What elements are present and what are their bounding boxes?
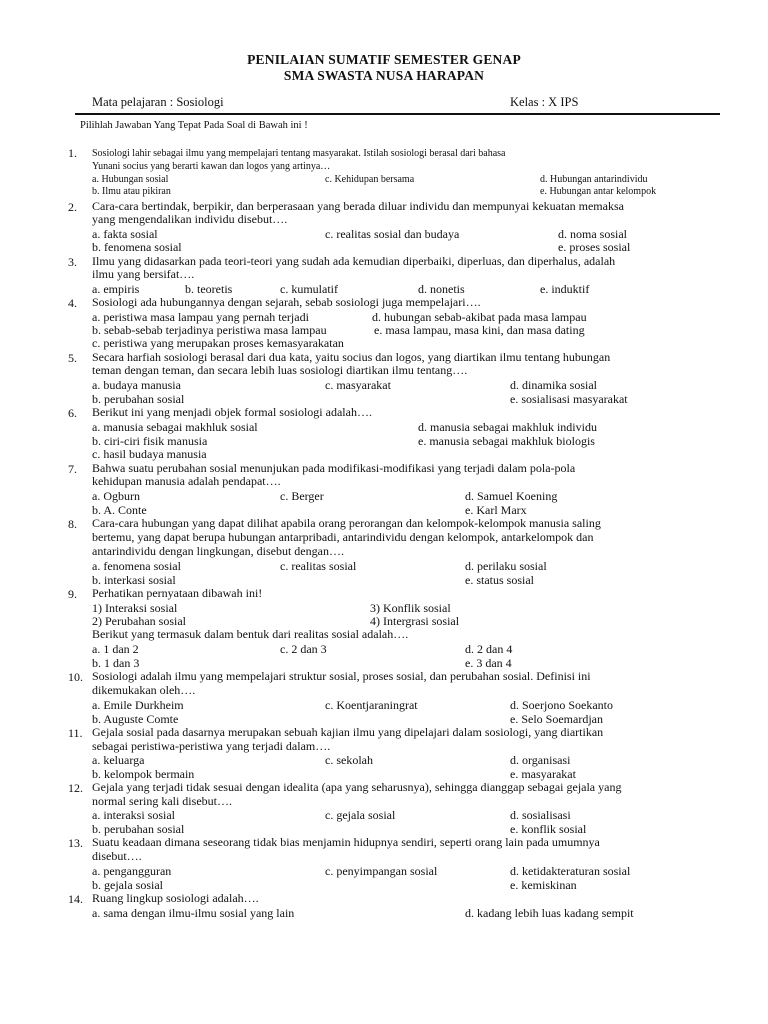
question-text: ilmu yang bersifat…. xyxy=(92,267,195,281)
option[interactable]: d. nonetis xyxy=(418,282,465,296)
option[interactable]: e. proses sosial xyxy=(558,240,631,254)
option[interactable]: b. kelompok bermain xyxy=(92,767,195,781)
option[interactable]: c. Berger xyxy=(280,489,324,503)
option[interactable]: b. Ilmu atau pikiran xyxy=(92,186,171,197)
option[interactable]: d. ketidakteraturan sosial xyxy=(510,864,631,878)
option[interactable]: c. gejala sosial xyxy=(325,808,396,822)
option[interactable]: b. sebab-sebab terjadinya peristiwa masa lampau xyxy=(92,323,327,337)
question-text: teman dengan teman, dan secara lebih luas sosiologi diartikan ilmu tentang…. xyxy=(92,363,468,377)
option[interactable]: a. Hubungan sosial xyxy=(92,174,169,185)
statement-item: 2) Perubahan sosial xyxy=(92,614,186,628)
question-number: 3. xyxy=(68,255,77,269)
option[interactable]: c. kumulatif xyxy=(280,282,338,296)
option[interactable]: d. hubungan sebab-akibat pada masa lampau xyxy=(372,310,587,324)
option[interactable]: d. Soerjono Soekanto xyxy=(510,698,613,712)
question-text: Suatu keadaan dimana seseorang tidak bias menjamin hidupnya sendiri, seperti orang lain pada umumnya xyxy=(92,835,600,849)
option[interactable]: a. budaya manusia xyxy=(92,378,181,392)
option[interactable]: e. 3 dan 4 xyxy=(465,656,512,670)
option[interactable]: a. Ogburn xyxy=(92,489,140,503)
question-number: 7. xyxy=(68,462,77,476)
question-number: 8. xyxy=(68,517,77,531)
option[interactable]: b. ciri-ciri fisik manusia xyxy=(92,434,208,448)
school-name: SMA SWASTA NUSA HARAPAN xyxy=(283,68,485,83)
option[interactable]: c. peristiwa yang merupakan proses kemasyarakatan xyxy=(92,336,344,350)
question-text: Perhatikan pernyataan dibawah ini! xyxy=(92,586,263,600)
question-text: Yunani socius yang berarti kawan dan logos yang artinya… xyxy=(92,161,331,172)
question-text: Bahwa suatu perubahan sosial menunjukan pada modifikasi-modifikasi yang terjadi dalam pola-pola xyxy=(92,461,576,475)
question-text: yang mengendalikan individu disebut…. xyxy=(92,212,288,226)
question-number: 13. xyxy=(68,836,83,850)
option[interactable]: b. perubahan sosial xyxy=(92,392,185,406)
option[interactable]: a. interaksi sosial xyxy=(92,808,175,822)
option[interactable]: a. pengangguran xyxy=(92,864,172,878)
option[interactable]: b. gejala sosial xyxy=(92,878,163,892)
question-number: 10. xyxy=(68,670,83,684)
subject-label: Mata pelajaran : Sosiologi xyxy=(92,95,224,109)
exam-title: PENILAIAN SUMATIF SEMESTER GENAP xyxy=(247,52,521,67)
question-text: normal sering kali disebut…. xyxy=(92,794,232,808)
statement-item: 1) Interaksi sosial xyxy=(92,601,178,615)
question-text: Berikut ini yang menjadi objek formal sosiologi adalah…. xyxy=(92,405,372,419)
question-number: 4. xyxy=(68,296,77,310)
question-text: kehidupan manusia adalah pendapat…. xyxy=(92,474,281,488)
option[interactable]: b. fenomena sosial xyxy=(92,240,182,254)
option[interactable]: a. Emile Durkheim xyxy=(92,698,184,712)
question-text: Secara harfiah sosiologi berasal dari dua kata, yaitu socius dan logos, yang diartikan ilmu tentang hubungan xyxy=(92,350,611,364)
option[interactable]: e. status sosial xyxy=(465,573,534,587)
option[interactable]: a. manusia sebagai makhluk sosial xyxy=(92,420,258,434)
option[interactable]: d. organisasi xyxy=(510,753,571,767)
option[interactable]: e. Karl Marx xyxy=(465,503,527,517)
question-text: dikemukakan oleh…. xyxy=(92,683,196,697)
question-text: Berikut yang termasuk dalam bentuk dari realitas sosial adalah…. xyxy=(92,627,409,641)
option[interactable]: b. interkasi sosial xyxy=(92,573,176,587)
question-text: disebut…. xyxy=(92,849,142,863)
question-text: Cara-cara bertindak, berpikir, dan berperasaan yang berada diluar individu dan mempunyai kekuatan memaksa xyxy=(92,199,624,213)
option[interactable]: e. sosialisasi masyarakat xyxy=(510,392,628,406)
option[interactable]: c. hasil budaya manusia xyxy=(92,447,207,461)
class-label: Kelas : X IPS xyxy=(510,95,579,109)
option[interactable]: b. A. Conte xyxy=(92,503,147,517)
option[interactable]: a. keluarga xyxy=(92,753,145,767)
option[interactable]: c. realitas sosial dan budaya xyxy=(325,227,460,241)
question-number: 14. xyxy=(68,892,83,906)
option[interactable]: b. 1 dan 3 xyxy=(92,656,140,670)
option[interactable]: d. Samuel Koening xyxy=(465,489,558,503)
option[interactable]: a. fakta sosial xyxy=(92,227,158,241)
question-text: sebagai peristiwa-peristiwa yang terjadi dalam…. xyxy=(92,739,331,753)
option[interactable]: e. Selo Soemardjan xyxy=(510,712,603,726)
question-text: Sosiologi lahir sebagai ilmu yang mempelajari tentang masyarakat. Istilah sosiologi berasal dari bahasa xyxy=(92,148,506,159)
question-text: Gejala yang terjadi tidak sesuai dengan idealita (apa yang seharusnya), sehingga dianggap sebagai gejala yang xyxy=(92,780,622,794)
option[interactable]: d. dinamika sosial xyxy=(510,378,597,392)
option[interactable]: b. Auguste Comte xyxy=(92,712,179,726)
question-number: 11. xyxy=(68,726,83,740)
question-number: 1. xyxy=(68,146,77,160)
question-text: antarindividu dengan lingkungan, disebut dengan…. xyxy=(92,544,344,558)
option[interactable]: e. Hubungan antar kelompok xyxy=(540,186,657,197)
question-text: Sosiologi ada hubungannya dengan sejarah, sebab sosiologi juga mempelajari…. xyxy=(92,295,481,309)
option[interactable]: c. realitas sosial xyxy=(280,559,357,573)
option[interactable]: d. sosialisasi xyxy=(510,808,571,822)
question-number: 2. xyxy=(68,200,77,214)
option[interactable]: b. perubahan sosial xyxy=(92,822,185,836)
statement-item: 3) Konflik sosial xyxy=(370,601,451,615)
option[interactable]: d. 2 dan 4 xyxy=(465,642,513,656)
option[interactable]: c. sekolah xyxy=(325,753,373,767)
option[interactable]: c. masyarakat xyxy=(325,378,391,392)
question-number: 9. xyxy=(68,587,77,601)
option[interactable]: a. sama dengan ilmu-ilmu sosial yang lain xyxy=(92,906,295,920)
option[interactable]: c. Koentjaraningrat xyxy=(325,698,418,712)
option[interactable]: e. masa lampau, masa kini, dan masa dating xyxy=(374,323,585,337)
option[interactable]: e. manusia sebagai makhluk biologis xyxy=(418,434,595,448)
question-text: bertemu, yang dapat berupa hubungan antarpribadi, antarindividu dengan kelompok, antarkelompok dan xyxy=(92,530,594,544)
option[interactable]: d. Hubungan antarindividu xyxy=(540,174,648,185)
option[interactable]: a. peristiwa masa lampau yang pernah terjadi xyxy=(92,310,309,324)
option[interactable]: a. fenomena sosial xyxy=(92,559,181,573)
question-number: 6. xyxy=(68,406,77,420)
question-text: Cara-cara hubungan yang dapat dilihat apabila orang perorangan dan kelompok-kelompok manusia saling xyxy=(92,516,601,530)
option[interactable]: c. Kehidupan bersama xyxy=(325,174,415,185)
option[interactable]: a. 1 dan 2 xyxy=(92,642,139,656)
question-number: 5. xyxy=(68,351,77,365)
option[interactable]: d. kadang lebih luas kadang sempit xyxy=(465,906,634,920)
option[interactable]: d. perilaku sosial xyxy=(465,559,547,573)
header-divider xyxy=(75,113,720,115)
option[interactable]: c. penyimpangan sosial xyxy=(325,864,438,878)
option[interactable]: b. teoretis xyxy=(185,282,233,296)
statement-item: 4) Intergrasi sosial xyxy=(370,614,460,628)
question-text: Gejala sosial pada dasarnya merupakan sebuah kajian ilmu yang dipelajari dalam sosiologi, yang diartikan xyxy=(92,725,604,739)
option[interactable]: a. empiris xyxy=(92,282,140,296)
option[interactable]: d. manusia sebagai makhluk individu xyxy=(418,420,597,434)
question-number: 12. xyxy=(68,781,83,795)
option[interactable]: e. induktif xyxy=(540,282,590,296)
option[interactable]: d. noma sosial xyxy=(558,227,627,241)
question-text: Sosiologi adalah ilmu yang mempelajari struktur sosial, proses sosial, dan perubahan sosial. Definisi ini xyxy=(92,669,591,683)
instruction: Pilihlah Jawaban Yang Tepat Pada Soal di Bawah ini ! xyxy=(80,120,308,131)
option[interactable]: e. konflik sosial xyxy=(510,822,587,836)
option[interactable]: e. masyarakat xyxy=(510,767,576,781)
question-text: Ilmu yang didasarkan pada teori-teori yang sudah ada kemudian diperbaiki, diperluas, dan diperhalus, adalah xyxy=(92,254,616,268)
option[interactable]: c. 2 dan 3 xyxy=(280,642,327,656)
question-text: Ruang lingkup sosiologi adalah…. xyxy=(92,891,259,905)
option[interactable]: e. kemiskinan xyxy=(510,878,577,892)
